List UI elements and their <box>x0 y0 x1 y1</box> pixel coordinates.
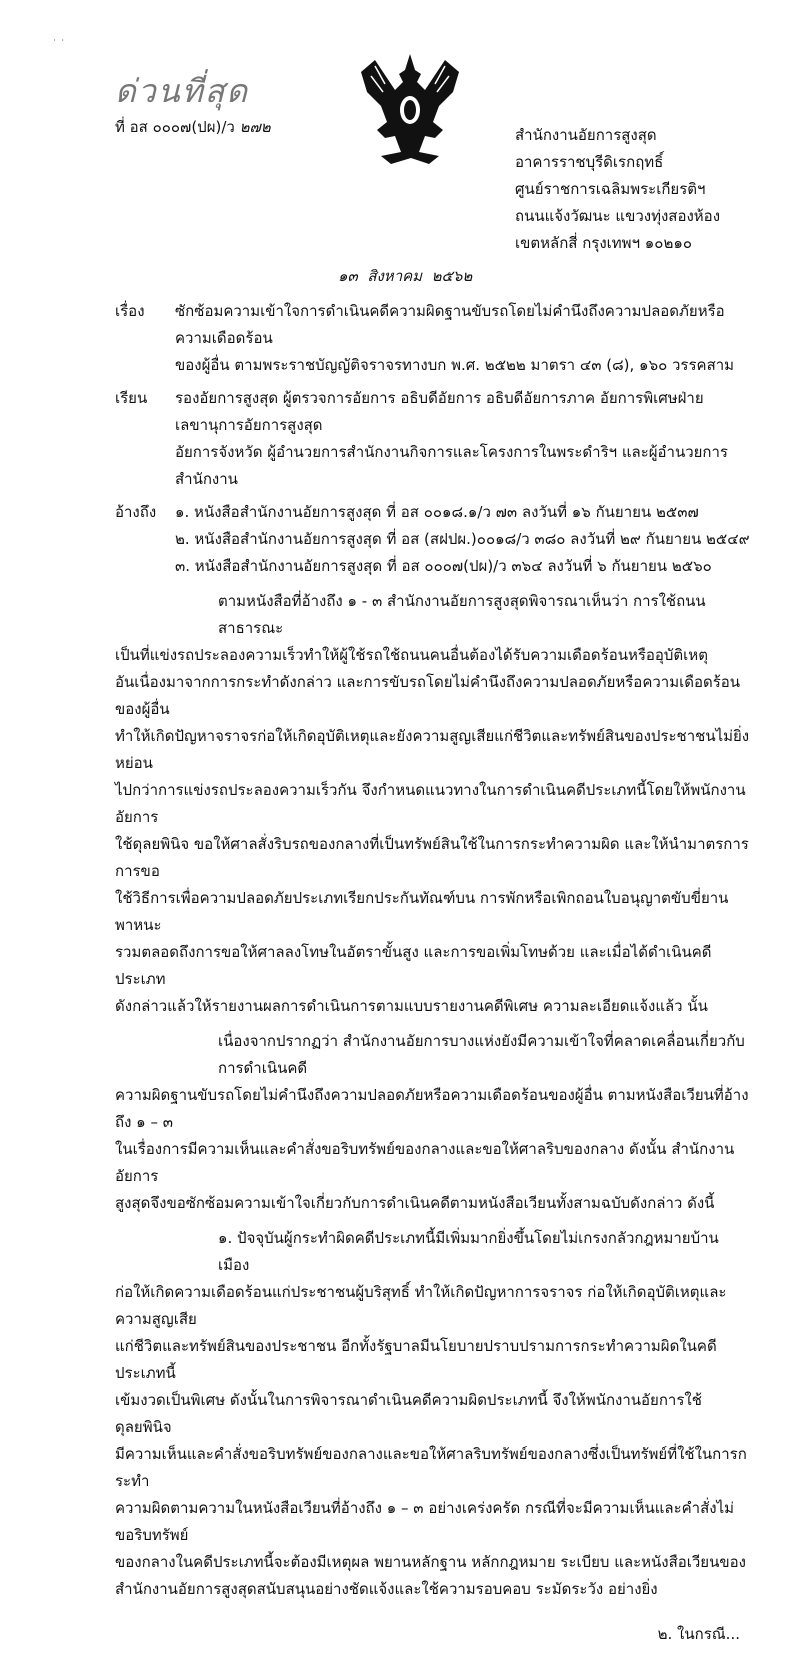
body-paragraph-2 <box>115 1028 750 1217</box>
corner-marks: ˙ ˙ <box>52 39 66 50</box>
date-month: สิงหาคม <box>367 267 423 285</box>
text-line: เป็นที่แข่งรถประลองความเร็วทำให้ผู้ใช้รถใช้ถนนคนอื่นต้องได้รับความเดือดร้อนหรืออุบัติเหตุ <box>115 646 708 664</box>
recipient <box>115 385 750 493</box>
reference-item: ๒. หนังสือสำนักงานอัยการสูงสุด ที่ อส (สฝปผ.)๐๐๑๘/ว ๓๘๐ ลงวันที่ ๒๙ กันยายน ๒๕๔๙ <box>175 530 750 548</box>
subject-label: เรื่อง <box>115 302 145 320</box>
text-line: ๑. ปัจจุบันผู้กระทำผิดคดีประเภทนี้มีเพิ่มมากยิ่งขึ้นโดยไม่เกรงกลัวกฎหมายบ้านเมือง <box>218 1229 719 1274</box>
text-line: ความผิดฐานขับรถโดยไม่คำนึงถึงความปลอดภัยหรือความเดือดร้อนของผู้อื่น ตามหนังสือเวียนที่อ้างถึง ๑ – ๓ <box>115 1086 749 1131</box>
recipient-line: อัยการจังหวัด ผู้อำนวยการสำนักงานกิจการและโครงการในพระดำริฯ และผู้อำนวยการสำนักงาน <box>175 443 728 488</box>
address-line: ศูนย์ราชการเฉลิมพระเกียรติฯ <box>515 180 706 198</box>
document-number <box>115 114 330 141</box>
subject-line: ของผู้อื่น ตามพระราชบัญญัติจราจรทางบก พ.ศ. ๒๕๒๒ มาตรา ๔๓ (๘), ๑๖๐ วรรคสาม <box>175 356 735 374</box>
text-line: ตามหนังสือที่อ้างถึง ๑ - ๓ สำนักงานอัยการสูงสุดพิจารณาเห็นว่า การใช้ถนนสาธารณะ <box>218 592 706 637</box>
text-line: ใช้วิธีการเพื่อความปลอดภัยประเภทเรียกประกันทัณฑ์บน การพักหรือเพิกถอนใบอนุญาตขับขี่ยานพาหนะ <box>115 889 729 934</box>
text-line: สำนักงานอัยการสูงสุดสนับสนุนอย่างชัดแจ้งและใช้ความรอบคอบ ระมัดระวัง อย่างยิ่ง <box>115 1580 658 1598</box>
date-year: ๒๕๖๒ <box>431 267 473 285</box>
address-line: อาคารราชบุรีดิเรกฤทธิ์ <box>515 153 664 171</box>
sender-address <box>515 52 750 257</box>
text-line: แก่ชีวิตและทรัพย์สินของประชาชน อีกทั้งรัฐบาลมีนโยบายปราบปรามการกระทำความผิดในคดีประเภทนี้ <box>115 1337 717 1382</box>
text-line: ใช้ดุลยพินิจ ขอให้ศาลสั่งริบรถของกลางที่เป็นทรัพย์สินใช้ในการกระทำความผิด และให้นำมาตรการการขอ <box>115 835 749 880</box>
text-line: ในเรื่องการมีความเห็นและคำสั่งขอริบทรัพย์ของกลางและขอให้ศาลริบของกลาง ดังนั้น สำนักงานอัยการ <box>115 1140 735 1185</box>
recipient-line: รองอัยการสูงสุด ผู้ตรวจการอัยการ อธิบดีอัยการ อธิบดีอัยการภาค อัยการพิเศษฝ่าย เลขานุการอัยการสูงสุด <box>175 389 704 434</box>
text-line: ก่อให้เกิดความเดือดร้อนแก่ประชาชนผู้บริสุทธิ์ ทำให้เกิดปัญหาการจราจร ก่อให้เกิดอุบัติเหตุและความสูญเสีย <box>115 1283 727 1328</box>
reference-item: ๑. หนังสือสำนักงานอัยการสูงสุด ที่ อส ๐๐๑๘.๑/ว ๗๓ ลงวันที่ ๑๖ กันยายน ๒๕๓๗ <box>175 503 699 521</box>
garuda-emblem-icon <box>355 52 465 170</box>
text-line: เนื่องจากปรากฏว่า สำนักงานอัยการบางแห่งยังมีความเข้าใจที่คลาดเคลื่อนเกี่ยวกับการดำเนินคดี <box>218 1032 745 1077</box>
address-line: สำนักงานอัยการสูงสุด <box>515 126 657 144</box>
text-line: ของกลางในคดีประเภทนี้จะต้องมีเหตุผล พยานหลักฐาน หลักกฎหมาย ระเบียบ และหนังสือเวียนของ <box>115 1553 746 1571</box>
text-line: ดังกล่าวแล้วให้รายงานผลการดำเนินการตามแบบรายงานคดีพิเศษ ความละเอียดแจ้งแล้ว นั้น <box>115 997 708 1015</box>
continuation-marker: ๒. ในกรณี... <box>657 1625 740 1643</box>
subject <box>115 298 750 379</box>
body-paragraph-1 <box>115 588 750 1020</box>
header-left <box>115 52 330 141</box>
text-line: ทำให้เกิดปัญหาจราจรก่อให้เกิดอุบัติเหตุและยังความสูญเสียแก่ชีวิตและทรัพย์สินของประชาชนไม่ยิ่งหย่อน <box>115 727 750 772</box>
document-number-value: ๒๗๒ <box>239 118 271 136</box>
urgent-stamp: ด่วนที่สุด <box>115 72 250 110</box>
subject-line: ซักซ้อมความเข้าใจการดำเนินคดีความผิดฐานขับรถโดยไม่คำนึงถึงความปลอดภัยหรือความเดือดร้อน <box>175 302 725 347</box>
document-number-prefix: ที่ อส ๐๐๐๗(ปผ)/ว <box>115 118 235 136</box>
text-line: รวมตลอดถึงการขอให้ศาลลงโทษในอัตราขั้นสูง และการขอเพิ่มโทษด้วย และเมื่อได้ดำเนินคดีประเภท <box>115 943 712 988</box>
references <box>115 499 750 580</box>
document-date <box>338 263 750 290</box>
text-line: มีความเห็นและคำสั่งขอริบทรัพย์ของกลางและขอให้ศาลริบทรัพย์ของกลางซึ่งเป็นทรัพย์ที่ใช้ในการกระทำ <box>115 1445 747 1490</box>
recipient-label: เรียน <box>115 389 148 407</box>
body-paragraph-3 <box>115 1225 750 1603</box>
address-line: ถนนแจ้งวัฒนะ แขวงทุ่งสองห้อง <box>515 207 721 225</box>
date-day: ๑๓ <box>338 267 358 285</box>
text-line: สูงสุดจึงขอซักซ้อมความเข้าใจเกี่ยวกับการดำเนินคดีตามหนังสือเวียนทั้งสามฉบับดังกล่าว ดังนี้ <box>115 1194 715 1212</box>
address-line: เขตหลักสี่ กรุงเทพฯ ๑๐๒๑๐ <box>515 234 693 252</box>
references-label: อ้างถึง <box>115 503 157 521</box>
text-line: เข้มงวดเป็นพิเศษ ดังนั้นในการพิจารณาดำเนินคดีความผิดประเภทนี้ จึงให้พนักงานอัยการใช้ดุลยพินิจ <box>115 1391 702 1436</box>
text-line: อันเนื่องมาจากการกระทำดังกล่าว และการขับรถโดยไม่คำนึงถึงความปลอดภัยหรือความเดือดร้อนของผู้อื่น <box>115 673 741 718</box>
letter-header <box>115 52 750 257</box>
text-line: ไปกว่าการแข่งรถประลองความเร็วกัน จึงกำหนดแนวทางในการดำเนินคดีประเภทนี้โดยให้พนักงานอัยการ <box>115 781 746 826</box>
text-line: ความผิดตามความในหนังสือเวียนที่อ้างถึง ๑ – ๓ อย่างเคร่งครัด กรณีที่จะมีความเห็นและคำสั่งไม่ขอริบทรัพย์ <box>115 1499 734 1544</box>
reference-item: ๓. หนังสือสำนักงานอัยการสูงสุด ที่ อส ๐๐๐๗(ปผ)/ว ๓๖๔ ลงวันที่ ๖ กันยายน ๒๕๖๐ <box>175 557 712 575</box>
